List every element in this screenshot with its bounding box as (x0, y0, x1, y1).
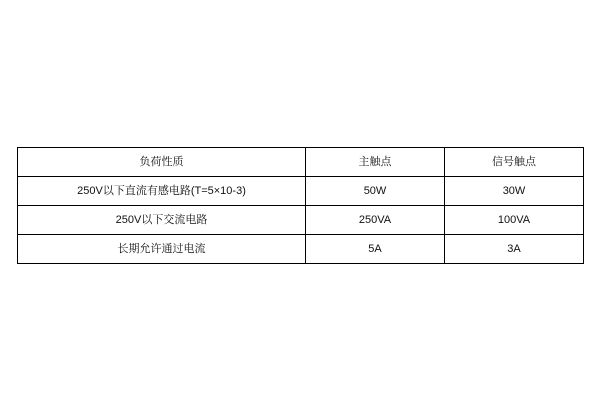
cell-load-type: 250V以下交流电路 (18, 206, 306, 235)
table-header-row (18, 148, 584, 177)
column-header-main-contact: 主触点 (306, 148, 445, 177)
cell-main-contact: 50W (306, 177, 445, 206)
cell-signal-contact: 3A (445, 235, 584, 264)
cell-main-contact: 250VA (306, 206, 445, 235)
cell-load-type: 长期允许通过电流 (18, 235, 306, 264)
cell-signal-contact: 30W (445, 177, 584, 206)
cell-main-contact: 5A (306, 235, 445, 264)
table-row (18, 206, 584, 235)
cell-signal-contact: 100VA (445, 206, 584, 235)
column-header-signal-contact: 信号触点 (445, 148, 584, 177)
cell-load-type: 250V以下直流有感电路(T=5×10-3) (18, 177, 306, 206)
table-row (18, 177, 584, 206)
load-capacity-table (17, 147, 584, 264)
column-header-load-type: 负荷性质 (18, 148, 306, 177)
table-row (18, 235, 584, 264)
spec-table-container (17, 147, 583, 264)
